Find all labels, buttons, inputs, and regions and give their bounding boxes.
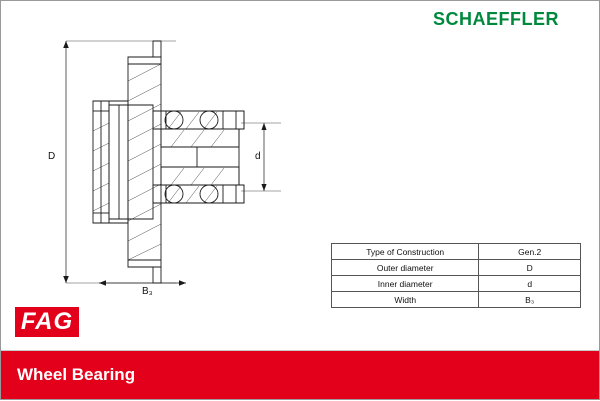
spec-value: d [479, 276, 581, 292]
dimension-label-width: B₃ [142, 286, 153, 297]
table-row [332, 244, 581, 260]
spec-label: Outer diameter [332, 260, 479, 276]
product-title: Wheel Bearing [17, 365, 136, 384]
table-row [332, 292, 581, 308]
dimension-label-outer-diameter: D [48, 151, 56, 162]
spec-label: Width [332, 292, 479, 308]
footer-bar [1, 351, 599, 399]
schaeffler-logo: SCHAEFFLER [433, 9, 559, 29]
table-row [332, 276, 581, 292]
spec-value: Gen.2 [479, 244, 581, 260]
spec-value: B₃ [479, 292, 581, 308]
specification-table [331, 243, 581, 308]
spec-value: D [479, 260, 581, 276]
spec-label: Inner diameter [332, 276, 479, 292]
fag-logo: FAG [15, 307, 79, 337]
bearing-technical-drawing [1, 1, 600, 401]
spec-label: Type of Construction [332, 244, 479, 260]
table-row [332, 260, 581, 276]
dimension-label-inner-diameter: d [255, 151, 261, 162]
